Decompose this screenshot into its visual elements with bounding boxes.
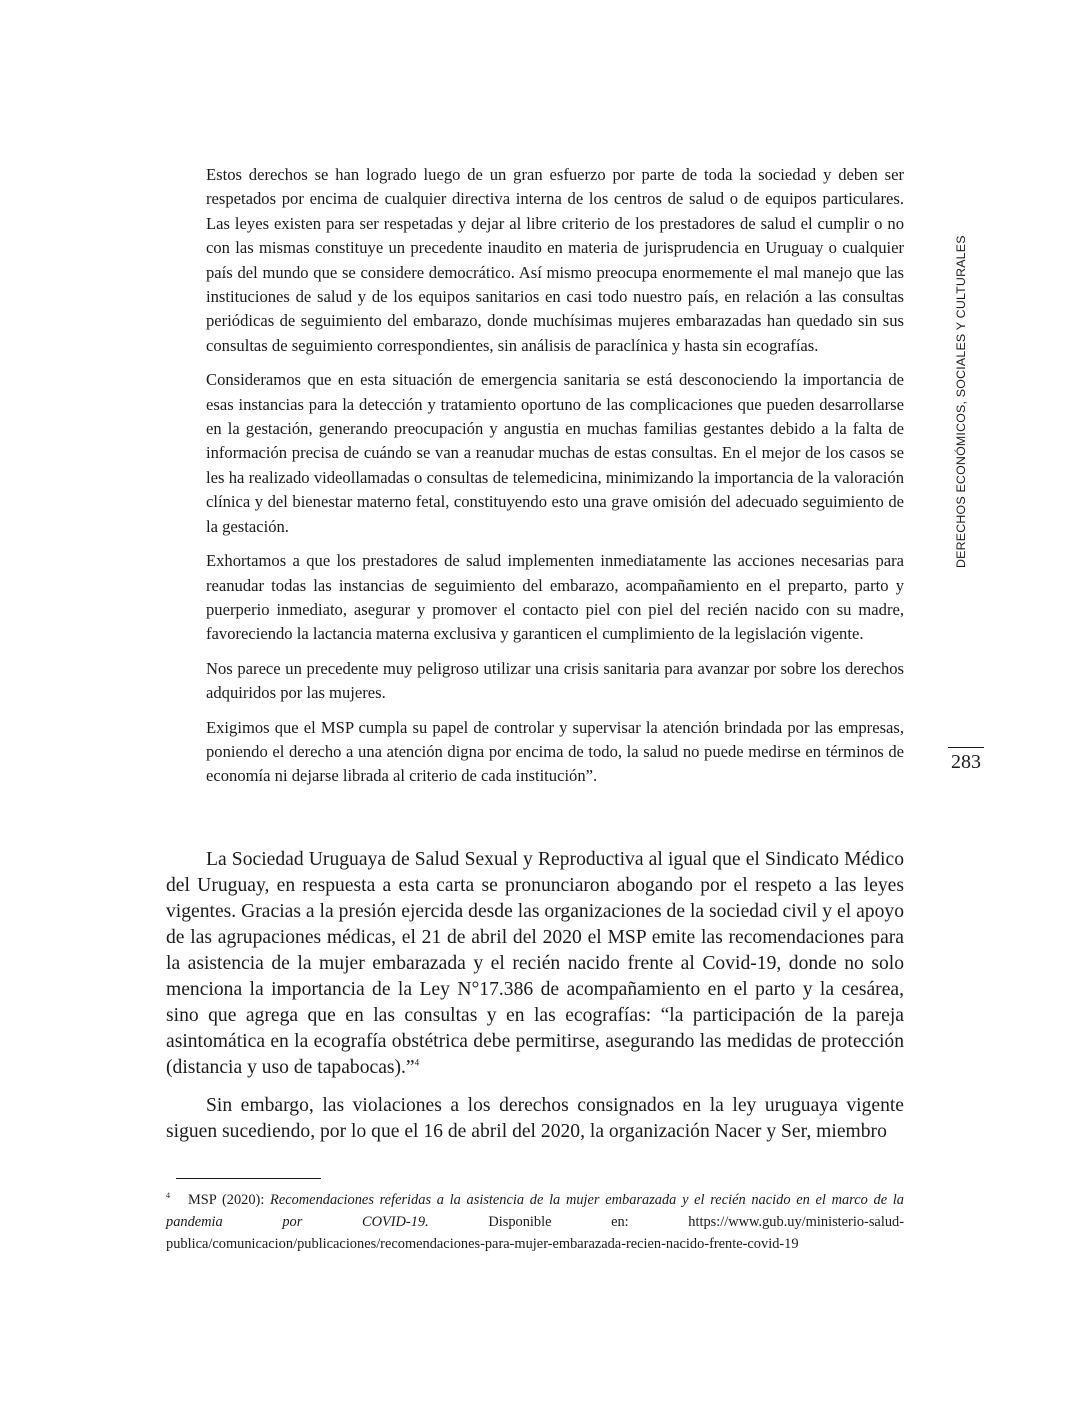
sidebar-title: DERECHOS ECONÓMICOS, SOCIALES Y CULTURALES (954, 235, 968, 568)
footnote-title: Recomendaciones referidas a la asistencia de la mujer embarazada y el recién nacido en el marco de la pandemia por COVID-19. (166, 1192, 905, 1230)
quote-paragraph: Estos derechos se han logrado luego de un gran esfuerzo por parte de toda la sociedad y deben ser respetados por encima de cualquier directiva interna de los centros de salud o de equipos particulares. Las leyes existen para ser respetadas y dejar al libre criterio de los prestadores de salud el cumplir o no con las mismas constituye un precedente inaudito en materia de jurisprudencia en Uruguay o cualquier país del mundo que se considere democrático. Así mismo preocupa enormemente el mal manejo que las instituciones de salud y de los equipos sanitarios en casi todo nuestro país, en relación a las consultas periódicas de seguimiento del embarazo, donde muchísimas mujeres embarazadas han quedado sin sus consultas de seguimiento correspondientes, sin análisis de paraclínica y hasta sin ecografías. (206, 165, 904, 355)
footnote-lead: MSP (2020): (188, 1192, 271, 1208)
quote-paragraph: Exigimos que el MSP cumpla su papel de controlar y supervisar la atención brindada por las empresas, poniendo el derecho a una atención digna por encima de todo, la salud no puede medirse en términos de economía ni dejarse librada al criterio de cada institución”. (206, 717, 904, 786)
page-number-rule (948, 747, 984, 748)
body-paragraph: Sin embargo, las violaciones a los derechos consignados en la ley uruguaya vigente siguen sucediendo, por lo que el 16 de abril del 2020, la organización Nacer y Ser, miembro (166, 1095, 904, 1142)
quoted-letter (206, 163, 904, 799)
footnote-separator (176, 1178, 321, 1179)
body-paragraph (166, 847, 904, 1081)
running-section-title (946, 235, 976, 568)
footnote-mark: 4 (166, 1191, 170, 1200)
body-paragraph-text: La Sociedad Uruguaya de Salud Sexual y Reproductiva al igual que el Sindicato Médico del Uruguay, en respuesta a esta carta se pronunciaron abogando por el respeto a las leyes vigentes. Gracias a la presión ejercida desde las organizaciones de la sociedad civil y el apoyo de las agrupaciones médicas, el 21 de abril del 2020 el MSP emite las recomendaciones para la asistencia de la mujer embarazada y el recién nacido frente al Covid-19, donde no solo menciona la importancia de la Ley N°17.386 de acompañamiento en el parto y la cesárea, sino que agrega que en las consultas y en las ecografías: “la participación de la pareja asintomática en la ecografía obstétrica debe permitirse, asegurando las medidas de protección (distancia y uso de tapabocas).” (166, 849, 904, 1078)
page-number: 283 (951, 751, 981, 773)
quote-paragraph: Nos parece un precedente muy peligroso utilizar una crisis sanitaria para avanzar por sobre los derechos adquiridos por las mujeres. (206, 658, 904, 703)
footnote (166, 1185, 904, 1255)
quote-paragraph: Consideramos que en esta situación de emergencia sanitaria se está desconociendo la importancia de esas instancias para la detección y tratamiento oportuno de las complicaciones que pueden desarrollarse en la gestación, generando preocupación y angustia en muchas familias gestantes debido a la falta de información precisa de cuándo se van a reanudar muchas de estas consultas. En el mejor de los casos se les ha realizado videollamadas o consultas de telemedicina, minimizando la importancia de la valoración clínica y del bienestar materno fetal, constituyendo esto una grave omisión del adecuado seguimiento de la gestación. (206, 370, 904, 536)
footnote-link[interactable]: Disponible en: https://www.gub.uy/ministerio-salud-publica/comunicacion/publicaciones/recomendaciones-para-mujer-embarazada-recien-nacido-frente-covid-19 (166, 1214, 904, 1252)
body-text (166, 847, 904, 1157)
quote-paragraph: Exhortamos a que los prestadores de salud implementen inmediatamente las acciones necesarias para reanudar todas las instancias de seguimiento del embarazo, acompañamiento en el preparto, parto y puerperio inmediato, asegurar y promover el contacto piel con piel del recién nacido con su madre, favoreciendo la lactancia materna exclusiva y garanticen el cumplimiento de la legislación vigente. (206, 551, 904, 644)
footnote-ref[interactable]: 4 (414, 1057, 420, 1068)
